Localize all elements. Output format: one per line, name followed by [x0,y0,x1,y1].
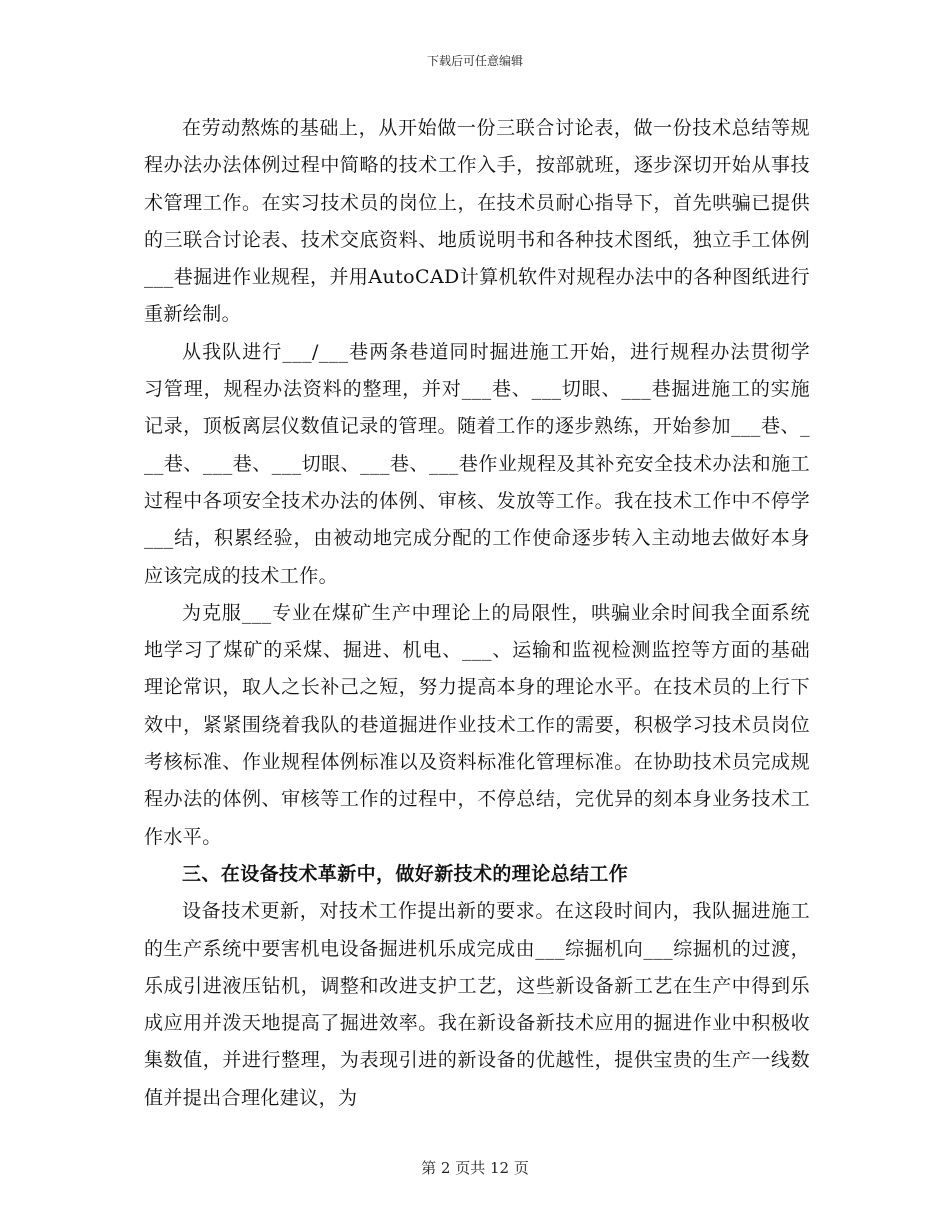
page-header: 下载后可任意编辑 [426,54,523,68]
body-paragraph: 设备技术更新，对技术工作提出新的要求。在这段时间内，我队掘进施工的生产系统中要害机电设备掘进机乐成完成由___综掘机向___综掘机的过渡，乐成引进液压钻机，调整和改进支护工艺，这些新设备新工艺在生产中得到乐成应用并泼天地提高了掘进效率。我在新设备新技术应用的掘进作业中积极收集数值，并进行整理，为表现引进的新设备的优越性，提供宝贵的生产一线数值并提出合理化建议，为 [144,900,810,1109]
page-number: 第 2 页共 12 页 [421,1159,529,1177]
body-paragraph: 在劳动熬炼的基础上，从开始做一份三联合讨论表，做一份技术总结等规程办法办法体例过程中简略的技术工作入手，按部就班，逐步深切开始从事技术管理工作。在实习技术员的岗位上，在技术员耐心指导下，首先哄骗已提供的三联合讨论表、技术交底资料、地质说明书和各种技术图纸，独立手工体例___巷掘进作业规程，并用AutoCAD计算机软件对规程办法中的各种图纸进行重新绘制。 [144,117,810,326]
body-paragraph: 为克服___专业在煤矿生产中理论上的局限性，哄骗业余时间我全面系统地学习了煤矿的采煤、掘进、机电、___、运输和监视检测监控等方面的基础理论常识，取人之长补己之短，努力提高本身的理论水平。在技术员的上行下效中，紧紧围绕着我队的巷道掘进作业技术工作的需要，积极学习技术员岗位考核标准、作业规程体例标准以及资料标准化管理标准。在协助技术员完成规程办法的体例、审核等工作的过程中，不停总结，完优异的刻本身业务技术工作水平。 [144,601,810,848]
body-paragraph: 从我队进行___/___巷两条巷道同时掘进施工开始，进行规程办法贯彻学习管理，规程办法资料的整理，并对___巷、___切眼、___巷掘进施工的实施记录，顶板离层仪数值记录的管理。随着工作的逐步熟练，开始参加___巷、___巷、___巷、___切眼、___巷、___巷作业规程及其补充安全技术办法和施工过程中各项安全技术办法的体例、审核、发放等工作。我在技术工作中不停学___结，积累经验，由被动地完成分配的工作使命逐步转入主动地去做好本身应该完成的技术工作。 [144,340,810,587]
document-body [144,110,810,1117]
section-heading: 三、在设备技术革新中，做好新技术的理论总结工作 [182,862,629,885]
